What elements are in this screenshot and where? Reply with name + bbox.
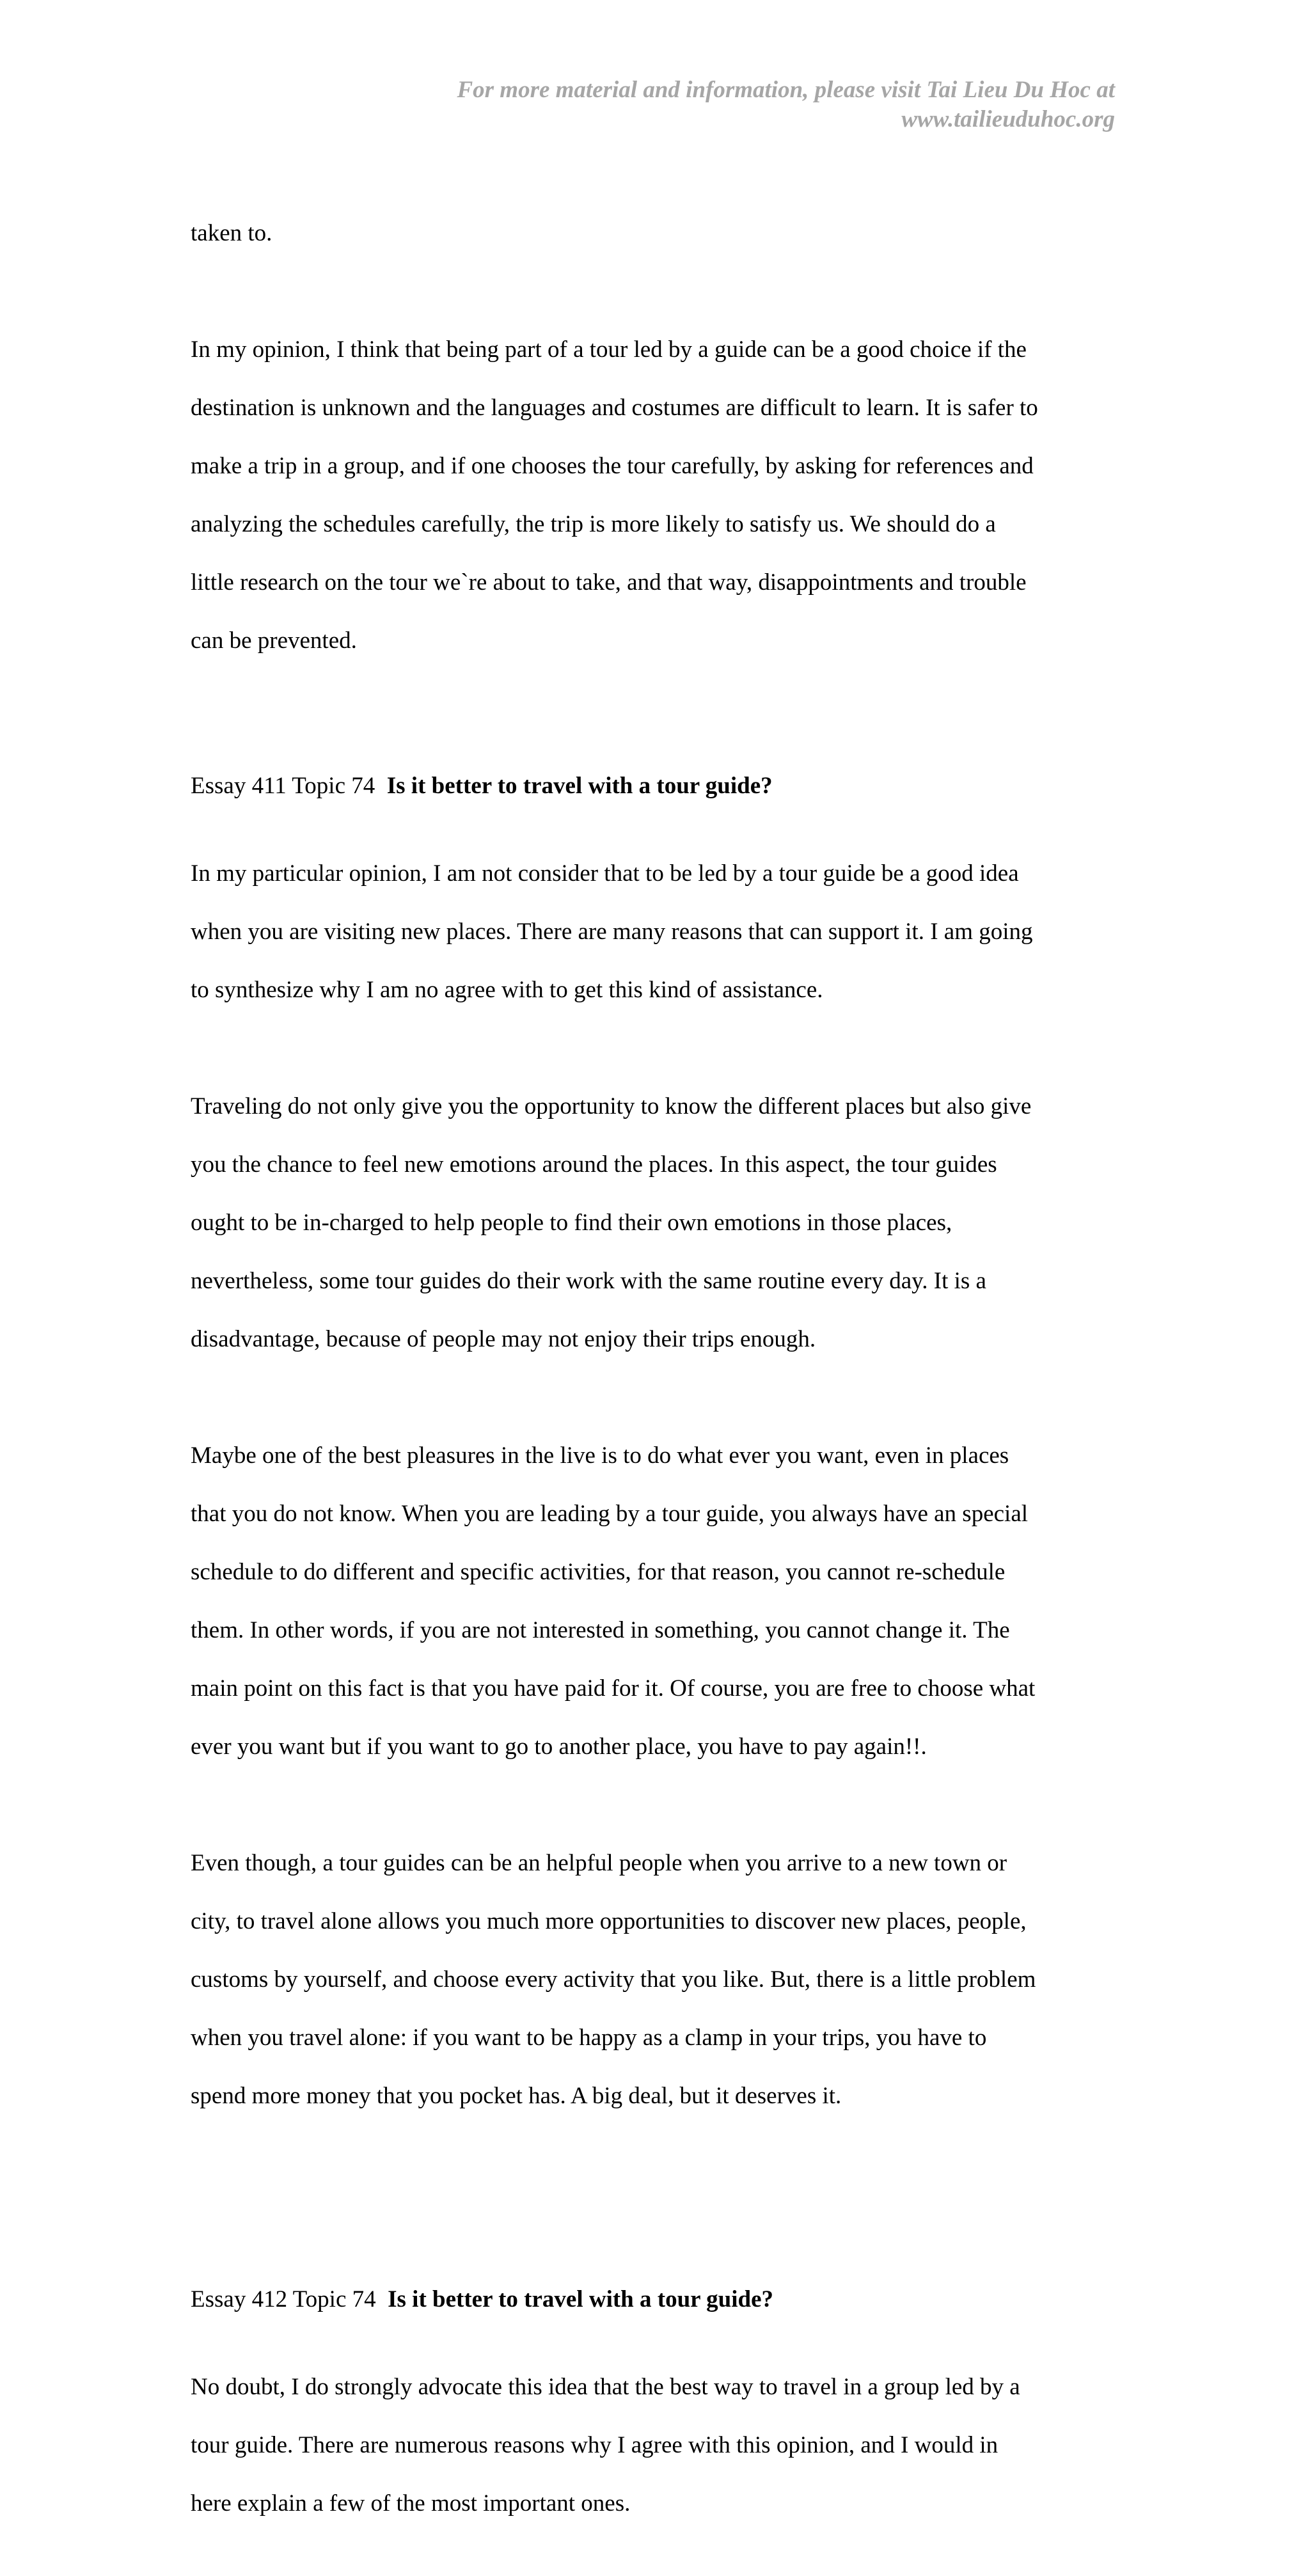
essay-412-paragraph-1 — [191, 2343, 1125, 2547]
text-line: to synthesize why I am no agree with to get this kind of assistance. — [191, 976, 823, 1003]
text-line: nevertheless, some tour guides do their work with the same routine every day. It is a — [191, 1267, 986, 1294]
opinion-paragraph — [191, 306, 1125, 684]
text-line: In my particular opinion, I am not consider that to be led by a tour guide be a good idea — [191, 860, 1019, 887]
text-line: main point on this fact is that you have paid for it. Of course, you are free to choose what — [191, 1675, 1036, 1702]
essay-411-paragraph-1 — [191, 830, 1125, 1034]
header-note-line-1: For more material and information, please visit Tai Lieu Du Hoc at — [457, 77, 1115, 103]
essay-412-title: Is it better to travel with a tour guide? — [388, 2286, 774, 2312]
document-body — [191, 189, 1125, 2576]
essay-411-paragraph-3 — [191, 1412, 1125, 1790]
text-line: can be prevented. — [191, 627, 357, 654]
text-line: Traveling do not only give you the opportunity to know the different places but also give — [191, 1093, 1032, 1119]
essay-412-heading — [191, 2285, 1125, 2314]
text-line: that you do not know. When you are leading by a tour guide, you always have an special — [191, 1500, 1029, 1527]
header-note — [283, 75, 1115, 134]
text-line: ever you want but if you want to go to another place, you have to pay again!!. — [191, 1733, 927, 1760]
text-line: them. In other words, if you are not interested in something, you cannot change it. The — [191, 1616, 1010, 1643]
text-line: tour guide. There are numerous reasons why I agree with this opinion, and I would in — [191, 2431, 998, 2458]
text-line: little research on the tour we`re about to take, and that way, disappointments and trouble — [191, 569, 1027, 596]
text-line: Even though, a tour guides can be an helpful people when you arrive to a new town or — [191, 1849, 1007, 1876]
text-line: Maybe one of the best pleasures in the live is to do what ever you want, even in places — [191, 1442, 1009, 1469]
text-line: you the chance to feel new emotions around the places. In this aspect, the tour guides — [191, 1151, 997, 1178]
spacer — [191, 713, 1125, 771]
text-line: In my opinion, I think that being part of a tour led by a guide can be a good choice if the — [191, 336, 1027, 363]
text-line: when you travel alone: if you want to be happy as a clamp in your trips, you have to — [191, 2024, 987, 2051]
essay-411-paragraph-2 — [191, 1063, 1125, 1383]
text-line: No doubt, I do strongly advocate this idea that the best way to travel in a group led by a — [191, 2373, 1020, 2400]
essay-411-title: Is it better to travel with a tour guide? — [386, 773, 773, 799]
text-line: here explain a few of the most important ones. — [191, 2490, 631, 2517]
text-line: taken to. — [191, 219, 272, 246]
essay-411-heading — [191, 771, 1125, 801]
text-line: destination is unknown and the languages and costumes are difficult to learn. It is safer to — [191, 394, 1038, 421]
text-line: customs by yourself, and choose every activity that you like. But, there is a little problem — [191, 1966, 1036, 1993]
text-line: spend more money that you pocket has. A big deal, but it deserves it. — [191, 2082, 842, 2109]
text-line: city, to travel alone allows you much more opportunities to discover new places, people, — [191, 1908, 1027, 1934]
text-line: schedule to do different and specific activities, for that reason, you cannot re-schedule — [191, 1558, 1006, 1585]
intro-paragraph — [191, 189, 1125, 277]
essay-411-paragraph-4 — [191, 1819, 1125, 2140]
essay-412-label: Essay 412 Topic 74 — [191, 2286, 376, 2312]
text-line: disadvantage, because of people may not enjoy their trips enough. — [191, 1325, 816, 1352]
text-line: analyzing the schedules carefully, the trip is more likely to satisfy us. We should do a — [191, 510, 996, 537]
text-line: make a trip in a group, and if one chooses the tour carefully, by asking for references and — [191, 452, 1034, 479]
spacer — [191, 2169, 1125, 2285]
text-line: ought to be in-charged to help people to find their own emotions in those places, — [191, 1209, 952, 1236]
text-line: when you are visiting new places. There are many reasons that can support it. I am going — [191, 918, 1033, 945]
essay-411-label: Essay 411 Topic 74 — [191, 773, 375, 799]
header-note-line-2: www.tailieuduhoc.org — [901, 106, 1115, 132]
